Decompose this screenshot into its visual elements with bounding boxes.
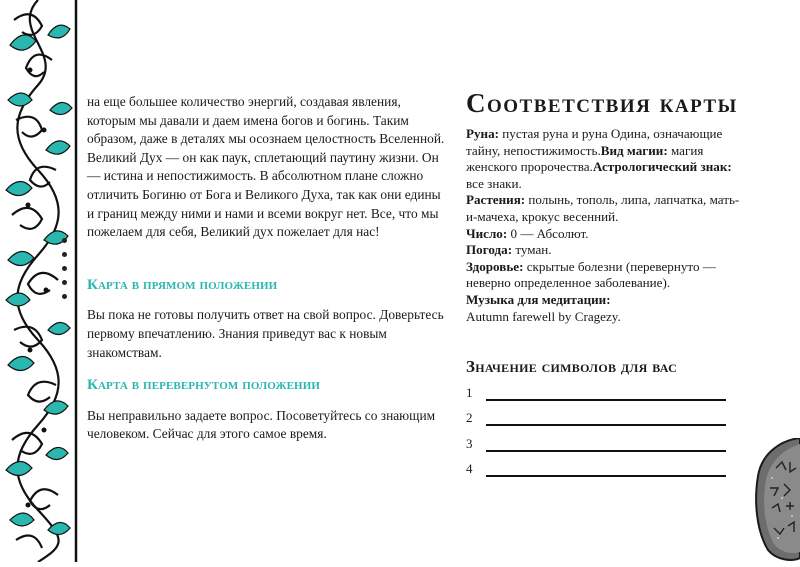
correspondences-title: Соответствия карты xyxy=(466,88,738,118)
line-rule xyxy=(486,461,726,477)
line-number: 1 xyxy=(466,384,473,400)
prop-label: Вид магии: xyxy=(600,142,668,158)
note-line xyxy=(466,375,736,401)
prop-value: Autumn farewell by Cragezy. xyxy=(466,308,621,324)
note-line xyxy=(466,426,736,452)
upright-paragraph: Вы пока не готовы получить ответ на свой вопрос. Доверьтесь первому впечатлению. Знания приведут вас к новым знакомствам. xyxy=(87,307,444,360)
prop-value: магия женского пророчества. xyxy=(466,142,704,175)
prop-value: полынь, тополь, липа, лапчатка, мать-и-мачеха, крокус весенний. xyxy=(466,192,740,224)
page-marker-dots xyxy=(62,238,68,308)
prop-label: Погода: xyxy=(466,242,513,258)
prop-value: 0 — Абсолют. xyxy=(507,225,589,241)
prop-value: все знаки. xyxy=(466,175,522,191)
notes-lines xyxy=(466,375,736,477)
line-number: 3 xyxy=(466,435,473,451)
prop-value: туман. xyxy=(512,242,552,258)
intro-paragraph: на еще большее количество энергий, создавая явления, которым мы давали и даем имена богов и богинь. Таким образом, даже в деталях мы осознаем целостность Вселенной. Великий Дух — он как паук, сплетающий паутину жизни. Он — истина и непостижимость. В абсолютном плане сложно отличить Богиню от Бога и Великого Духа, так как они едины и границ между ними и нами и всеми вокруг нет. Все, что мы пожелаем для себя, Великий дух пожелает для нас! xyxy=(87,94,445,240)
line-rule xyxy=(486,436,726,452)
line-rule xyxy=(486,410,726,426)
symbols-title: Значение символов для вас xyxy=(466,357,678,377)
prop-label: Здоровье: xyxy=(466,258,524,274)
prop-label: Музыка для медитации: xyxy=(466,291,611,307)
upright-heading: Карта в прямом положении xyxy=(87,276,278,293)
line-number: 4 xyxy=(466,461,473,476)
prop-value: пустая руна и руна Одина, означающие тайну, непостижимость. xyxy=(466,126,723,158)
reversed-paragraph: Вы неправильно задаете вопрос. Посоветуйтесь со знающим человеком. Сейчас для этого самое время. xyxy=(87,407,436,442)
line-number: 2 xyxy=(466,410,473,425)
prop-label: Число: xyxy=(466,225,508,241)
right-column xyxy=(466,86,746,377)
rune-stone-image xyxy=(752,438,800,567)
reversed-heading: Карта в перевернутом положении xyxy=(87,377,321,394)
note-line xyxy=(466,401,736,427)
prop-label: Руна: xyxy=(466,126,499,141)
left-column xyxy=(87,93,447,444)
correspondences-list xyxy=(466,126,746,325)
prop-value: скрытые болезни (перевернуто — неверно определенное заболевание). xyxy=(466,258,716,291)
line-rule xyxy=(486,385,726,401)
prop-label: Растения: xyxy=(466,192,526,208)
note-line xyxy=(466,452,736,478)
prop-label: Астрологический знак: xyxy=(592,159,732,175)
